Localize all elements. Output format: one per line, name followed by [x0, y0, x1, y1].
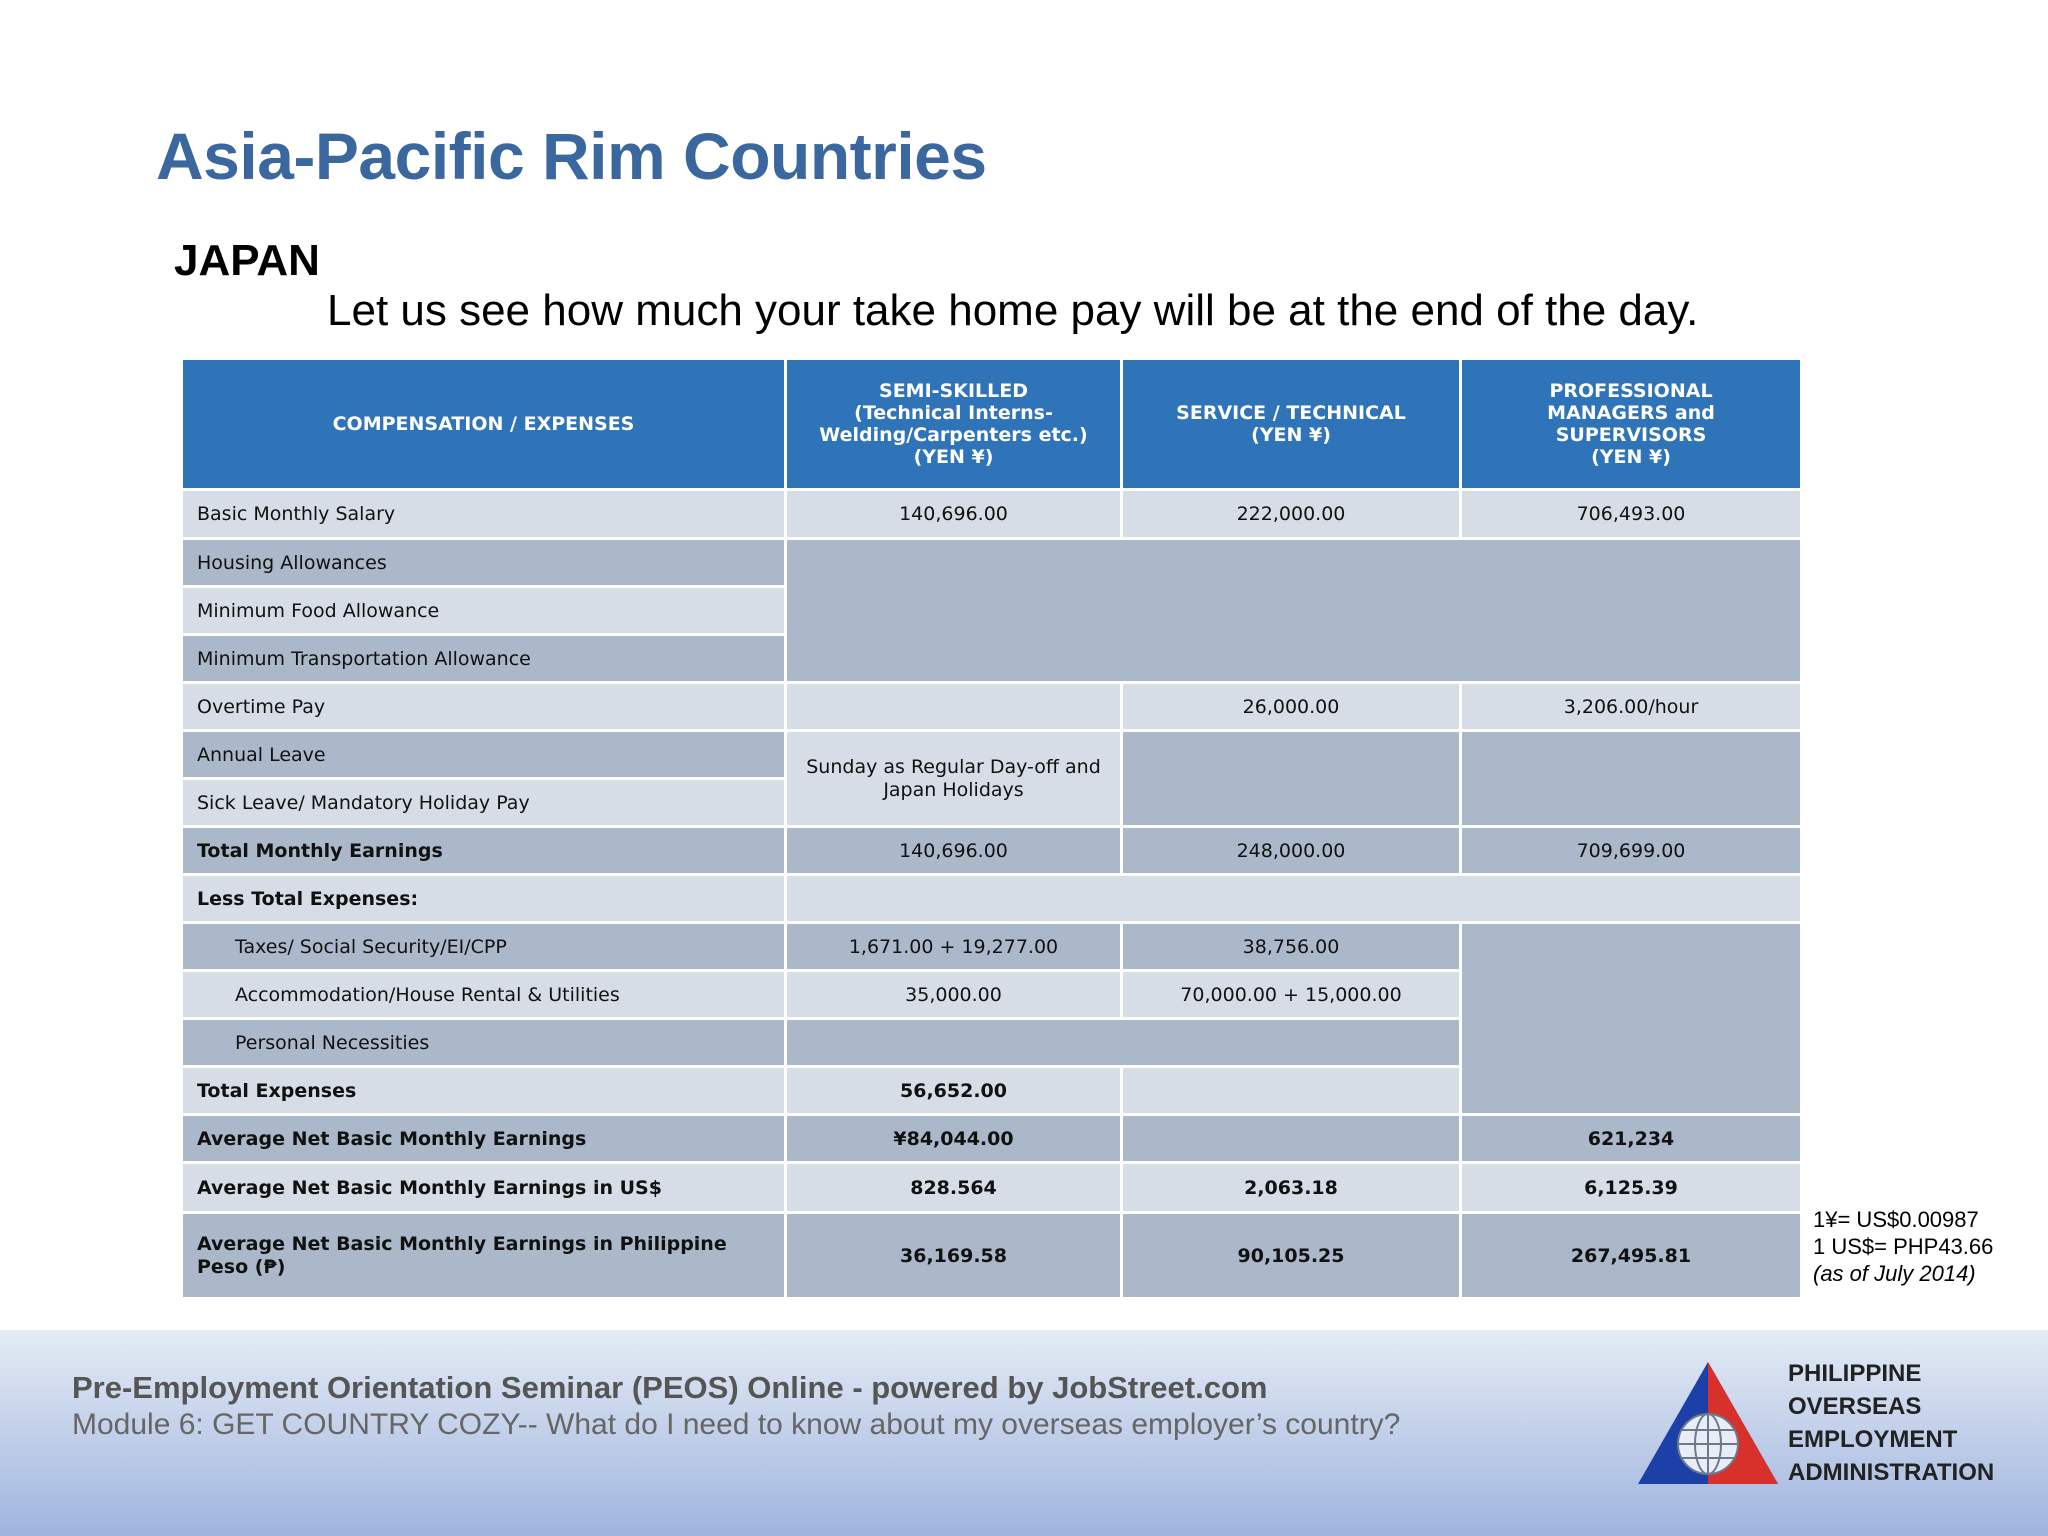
header-line: Welding/Carpenters etc.) [819, 424, 1088, 446]
cell-value [786, 683, 1122, 731]
cell-value [1122, 1115, 1461, 1163]
footer-module-title: Module 6: GET COUNTRY COZY-- What do I need to know about my overseas employer’s country? [72, 1408, 1401, 1441]
table-header-row [182, 359, 1802, 490]
cell-value: 6,125.39 [1461, 1163, 1802, 1213]
header-compensation-expenses: COMPENSATION / EXPENSES [182, 359, 786, 490]
row-label: Accommodation/House Rental & Utilities [182, 971, 786, 1019]
empty-cell [1122, 731, 1461, 827]
merged-empty-cell [786, 1019, 1461, 1067]
table-row [182, 539, 1802, 587]
header-line: SUPERVISORS [1555, 424, 1707, 446]
cell-value: 56,652.00 [786, 1067, 1122, 1115]
cell-value: 222,000.00 [1122, 490, 1461, 539]
merged-empty-cell [1461, 923, 1802, 1115]
cell-value: 828.564 [786, 1163, 1122, 1213]
header-line: MANAGERS and [1547, 402, 1715, 424]
logo-line: OVERSEAS [1788, 1393, 1922, 1420]
cell-value: 36,169.58 [786, 1213, 1122, 1299]
row-label: Personal Necessities [182, 1019, 786, 1067]
row-label: Overtime Pay [182, 683, 786, 731]
header-semi-skilled [786, 359, 1122, 490]
empty-cell [1461, 731, 1802, 827]
cell-value: 90,105.25 [1122, 1213, 1461, 1299]
header-line: SERVICE / TECHNICAL [1176, 402, 1406, 424]
row-label: Taxes/ Social Security/EI/CPP [182, 923, 786, 971]
table-row [182, 1213, 1802, 1299]
cell-value: Sunday as Regular Day-off and Japan Holidays [786, 731, 1122, 827]
cell-value: 709,699.00 [1461, 827, 1802, 875]
cell-value: 38,756.00 [1122, 923, 1461, 971]
exchange-rate-notes [1813, 1206, 1993, 1287]
table-row [182, 683, 1802, 731]
header-line: (YEN ¥) [913, 446, 994, 468]
slide-title: Asia-Pacific Rim Countries [156, 119, 987, 193]
table-row [182, 1163, 1802, 1213]
row-label: Average Net Basic Monthly Earnings [182, 1115, 786, 1163]
logo-line: PHILIPPINE [1788, 1360, 1922, 1387]
row-label: Minimum Transportation Allowance [182, 635, 786, 683]
cell-value: 3,206.00/hour [1461, 683, 1802, 731]
header-line: (YEN ¥) [1591, 446, 1671, 468]
header-line: SEMI-SKILLED [879, 380, 1028, 402]
table-row [182, 1115, 1802, 1163]
row-label: Average Net Basic Monthly Earnings in Philippine Peso (₱) [182, 1213, 786, 1299]
table-row [182, 827, 1802, 875]
cell-value: 70,000.00 + 15,000.00 [1122, 971, 1461, 1019]
exchange-rate-usd: 1 US$= PHP43.66 [1813, 1234, 1994, 1259]
header-line: (Technical Interns- [854, 402, 1053, 424]
table-row [182, 731, 1802, 779]
row-label: Annual Leave [182, 731, 786, 779]
logo-line: EMPLOYMENT [1788, 1426, 1958, 1453]
country-heading: JAPAN [174, 236, 320, 285]
cell-value: 267,495.81 [1461, 1213, 1802, 1299]
cell-value: 2,063.18 [1122, 1163, 1461, 1213]
poea-logo-text [1788, 1357, 1994, 1489]
cell-value: 140,696.00 [786, 490, 1122, 539]
row-label: Housing Allowances [182, 539, 786, 587]
cell-value: ¥84,044.00 [786, 1115, 1122, 1163]
merged-empty-cell [786, 539, 1802, 683]
row-label: Average Net Basic Monthly Earnings in US$ [182, 1163, 786, 1213]
exchange-rate-date: (as of July 2014) [1813, 1261, 1976, 1286]
row-label: Minimum Food Allowance [182, 587, 786, 635]
footer-seminar-title: Pre-Employment Orientation Seminar (PEOS) Online - powered by JobStreet.com [72, 1370, 1268, 1405]
poea-logo-icon [1636, 1360, 1780, 1486]
row-label: Basic Monthly Salary [182, 490, 786, 539]
cell-value: 248,000.00 [1122, 827, 1461, 875]
compensation-table [180, 357, 1803, 1300]
cell-value [1122, 1067, 1461, 1115]
cell-value: 35,000.00 [786, 971, 1122, 1019]
cell-value: 621,234 [1461, 1115, 1802, 1163]
header-line: (YEN ¥) [1251, 424, 1331, 446]
intro-text: Let us see how much your take home pay will be at the end of the day. [327, 286, 1699, 335]
row-label: Less Total Expenses: [182, 875, 786, 923]
cell-value: 140,696.00 [786, 827, 1122, 875]
merged-empty-cell [786, 875, 1802, 923]
header-line: PROFESSIONAL [1549, 380, 1713, 402]
exchange-rate-yen: 1¥= US$0.00987 [1813, 1207, 1979, 1232]
row-label: Total Expenses [182, 1067, 786, 1115]
row-label: Total Monthly Earnings [182, 827, 786, 875]
cell-value: 1,671.00 + 19,277.00 [786, 923, 1122, 971]
header-professional [1461, 359, 1802, 490]
row-label: Sick Leave/ Mandatory Holiday Pay [182, 779, 786, 827]
logo-line: ADMINISTRATION [1788, 1459, 1995, 1486]
cell-value: 26,000.00 [1122, 683, 1461, 731]
header-service-technical [1122, 359, 1461, 490]
table-row [182, 875, 1802, 923]
table-row [182, 923, 1802, 971]
cell-value: 706,493.00 [1461, 490, 1802, 539]
table-row [182, 490, 1802, 539]
